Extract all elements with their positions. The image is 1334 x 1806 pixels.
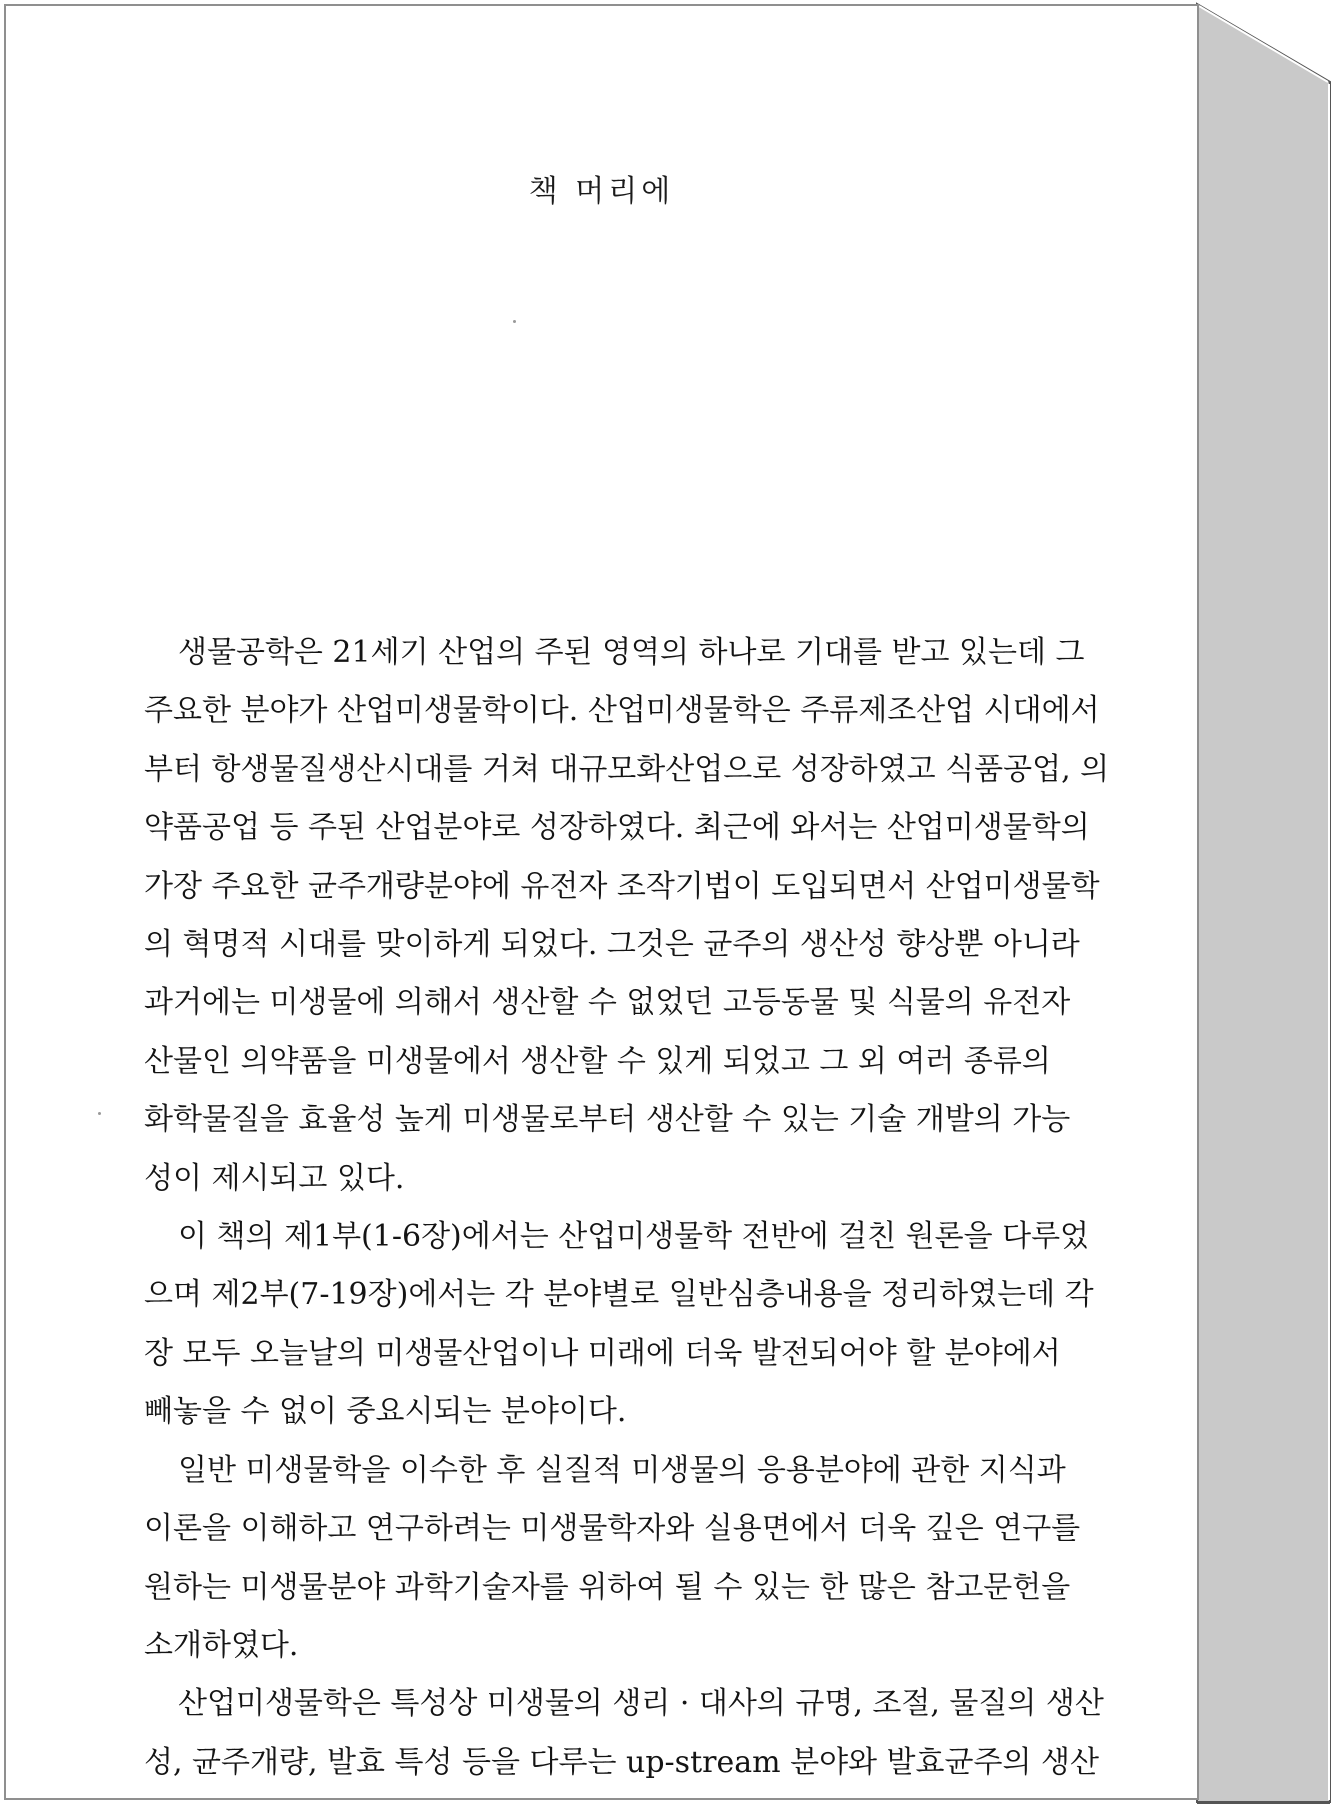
scan-speck bbox=[513, 320, 516, 323]
text-line: 으며 제2부(7-19장)에서는 각 분야별로 일반심층내용을 정리하였는데 각 bbox=[144, 1277, 1094, 1313]
text-line: 가장 주요한 균주개량분야에 유전자 조작기법이 도입되면서 산업미생물학 bbox=[144, 868, 1100, 904]
document-page bbox=[4, 4, 1199, 1800]
scan-speck bbox=[98, 1112, 101, 1115]
text-line: 이 책의 제1부(1-6장)에서는 산업미생물학 전반에 걸친 원론을 다루었 bbox=[178, 1219, 1090, 1255]
text-line: 원하는 미생물분야 과학기술자를 위하여 될 수 있는 한 많은 참고문헌을 bbox=[144, 1569, 1071, 1605]
text-line: 성이 제시되고 있다. bbox=[144, 1160, 405, 1196]
text-line: 산물인 의약품을 미생물에서 생산할 수 있게 되었고 그 외 여러 종류의 bbox=[144, 1043, 1051, 1079]
text-line: 약품공업 등 주된 산업분야로 성장하였다. 최근에 와서는 산업미생물학의 bbox=[144, 810, 1090, 846]
body-text bbox=[144, 624, 1110, 1792]
text-line: 장 모두 오늘날의 미생물산업이나 미래에 더욱 발전되어야 할 분야에서 bbox=[144, 1335, 1061, 1371]
text-line: 생물공학은 21세기 산업의 주된 영역의 하나로 기대를 받고 있는데 그 bbox=[178, 635, 1085, 670]
paragraph bbox=[144, 624, 1110, 1208]
text-line: 소개하였다. bbox=[144, 1627, 299, 1663]
text-line: 과거에는 미생물에 의해서 생산할 수 없었던 고등동물 및 식물의 유전자 bbox=[144, 985, 1071, 1021]
paragraph bbox=[144, 1675, 1104, 1792]
text-line: 주요한 분야가 산업미생물학이다. 산업미생물학은 주류제조산업 시대에서 bbox=[144, 693, 1100, 729]
text-line: 일반 미생물학을 이수한 후 실질적 미생물의 응용분야에 관한 지식과 bbox=[178, 1452, 1066, 1488]
text-line: 화학물질을 효율성 높게 미생물로부터 생산할 수 있는 기술 개발의 가능 bbox=[144, 1102, 1071, 1138]
text-line: 이론을 이해하고 연구하려는 미생물학자와 실용면에서 더욱 깊은 연구를 bbox=[144, 1511, 1081, 1547]
text-line: 빼놓을 수 없이 중요시되는 분야이다. bbox=[144, 1394, 627, 1430]
text-line: 산업미생물학은 특성상 미생물의 생리 · 대사의 규명, 조절, 물질의 생산 bbox=[178, 1686, 1104, 1722]
text-line: 성, 균주개량, 발효 특성 등을 다루는 up-stream 분야와 발효균주의 생산 bbox=[144, 1744, 1099, 1780]
paragraph bbox=[144, 1442, 1081, 1676]
text-line: 의 혁명적 시대를 맞이하게 되었다. 그것은 균주의 생산성 향상뿐 아니라 bbox=[144, 927, 1080, 963]
page-title: 책 머리에 bbox=[528, 174, 675, 209]
paragraph bbox=[144, 1208, 1094, 1442]
text-line: 부터 항생물질생산시대를 거쳐 대규모화산업으로 성장하였고 식품공업, 의 bbox=[144, 751, 1110, 787]
